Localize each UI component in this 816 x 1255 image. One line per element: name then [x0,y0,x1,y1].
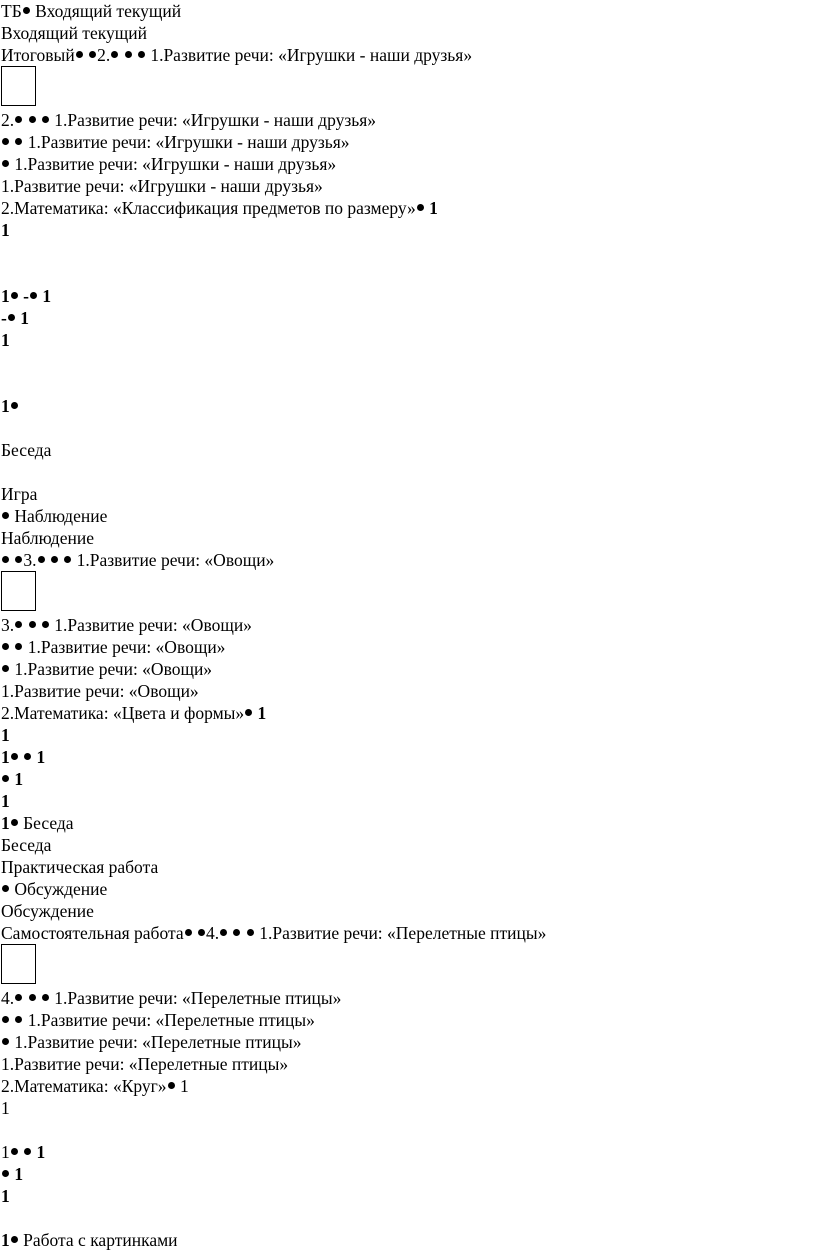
bullet-icon [11,753,18,760]
text-line: 1 Беседа [1,813,74,833]
bullet-icon [185,929,192,936]
text-line: Игра [1,484,38,504]
bullet-icon [42,994,49,1001]
bullet-icon [42,621,49,628]
text-line: Входящий текущий [1,23,147,43]
text-line: 2.Математика: «Круг» 1 [1,1076,189,1096]
bullet-icon [2,138,9,145]
bullet-icon [245,709,252,716]
bullet-icon [417,204,424,211]
bullet-icon [11,292,18,299]
bullet-icon [2,665,9,672]
bullet-icon [89,51,96,58]
bullet-icon [11,402,18,409]
text-line: 1 Работа с картинками [1,1230,178,1250]
bullet-icon [15,138,22,145]
text-line: ТБ Входящий текущий [1,1,182,21]
text-line: 1.Развитие речи: «Игрушки - наши друзья» [1,153,336,175]
bullet-icon [15,1016,22,1023]
text-line: 1 [1,395,19,417]
bullet-icon [8,314,15,321]
text-line: Беседа [1,835,52,855]
bullet-icon [2,556,9,563]
text-line: 1 [1,1186,10,1206]
bullet-icon [29,994,36,1001]
text-line: 1.Развитие речи: «Игрушки - наши друзья» [1,176,323,196]
bullet-icon [2,512,9,519]
bullet-icon [64,556,71,563]
text-line: 1 [1,1163,23,1185]
bullet-icon [11,1148,18,1155]
bullet-icon [15,643,22,650]
bullet-icon [220,929,227,936]
text-line: - 1 [1,308,29,328]
bullet-icon [76,51,83,58]
text-line: 1 [1,791,10,811]
text-line: Наблюдение [1,505,107,527]
empty-box [1,944,36,984]
text-line: 1 1 [1,1142,46,1162]
bullet-icon [168,1082,175,1089]
text-line: Самостоятельная работа 4. 1.Развитие речи: «Перелетные птицы» [1,923,547,943]
text-line: 1.Развитие речи: «Овощи» [1,658,212,680]
bullet-icon [11,1236,18,1243]
text-line: 1 1 [1,747,46,767]
bullet-icon [2,1038,9,1045]
text-line: 1.Развитие речи: «Перелетные птицы» [1,1031,302,1053]
text-line: Обсуждение [1,901,94,921]
text-line: 1 [1,725,10,745]
bullet-icon [23,7,30,14]
bullet-icon [51,556,58,563]
empty-box [1,571,36,611]
bullet-icon [2,885,9,892]
bullet-icon [24,1148,31,1155]
bullet-icon [29,621,36,628]
bullet-icon [15,621,22,628]
text-line: Итоговый 2. 1.Развитие речи: «Игрушки - наши друзья» [1,45,473,65]
text-line: 1 [1,1098,10,1118]
bullet-icon [24,753,31,760]
bullet-icon [30,292,37,299]
text-line: 1.Развитие речи: «Овощи» [1,636,225,658]
bullet-icon [2,160,9,167]
text-line: Беседа [1,440,52,460]
empty-box [1,66,36,106]
bullet-icon [2,775,9,782]
bullet-icon [125,51,132,58]
text-line: Обсуждение [1,878,107,900]
text-line: 2.Математика: «Цвета и формы» 1 [1,703,267,723]
bullet-icon [233,929,240,936]
bullet-icon [2,643,9,650]
text-line: 1.Развитие речи: «Перелетные птицы» [1,1054,289,1074]
text-line: 1 [1,330,10,350]
text-line: 3. 1.Развитие речи: «Овощи» [1,615,252,635]
bullet-icon [15,556,22,563]
text-line: 1 [1,768,23,790]
text-line: 1.Развитие речи: «Овощи» [1,681,199,701]
bullet-icon [11,819,18,826]
text-line: 3. 1.Развитие речи: «Овощи» [1,549,274,571]
text-line: Наблюдение [1,528,94,548]
text-line: 2.Математика: «Классификация предметов по размеру» 1 [1,198,438,218]
text-line: 1.Развитие речи: «Перелетные птицы» [1,1009,315,1031]
text-line: 1 - 1 [1,286,52,306]
bullet-icon [38,556,45,563]
text-line: 4. 1.Развитие речи: «Перелетные птицы» [1,988,342,1008]
text-line: 1 [1,220,10,240]
bullet-icon [138,51,145,58]
text-line: 2. 1.Развитие речи: «Игрушки - наши друзья» [1,110,377,130]
bullet-icon [198,929,205,936]
text-line: 1.Развитие речи: «Игрушки - наши друзья» [1,131,350,153]
bullet-icon [42,116,49,123]
bullet-icon [29,116,36,123]
bullet-icon [2,1016,9,1023]
bullet-icon [2,1170,9,1177]
bullet-icon [247,929,254,936]
bullet-icon [15,116,22,123]
bullet-icon [111,51,118,58]
text-line: Практическая работа [1,857,159,877]
bullet-icon [15,994,22,1001]
